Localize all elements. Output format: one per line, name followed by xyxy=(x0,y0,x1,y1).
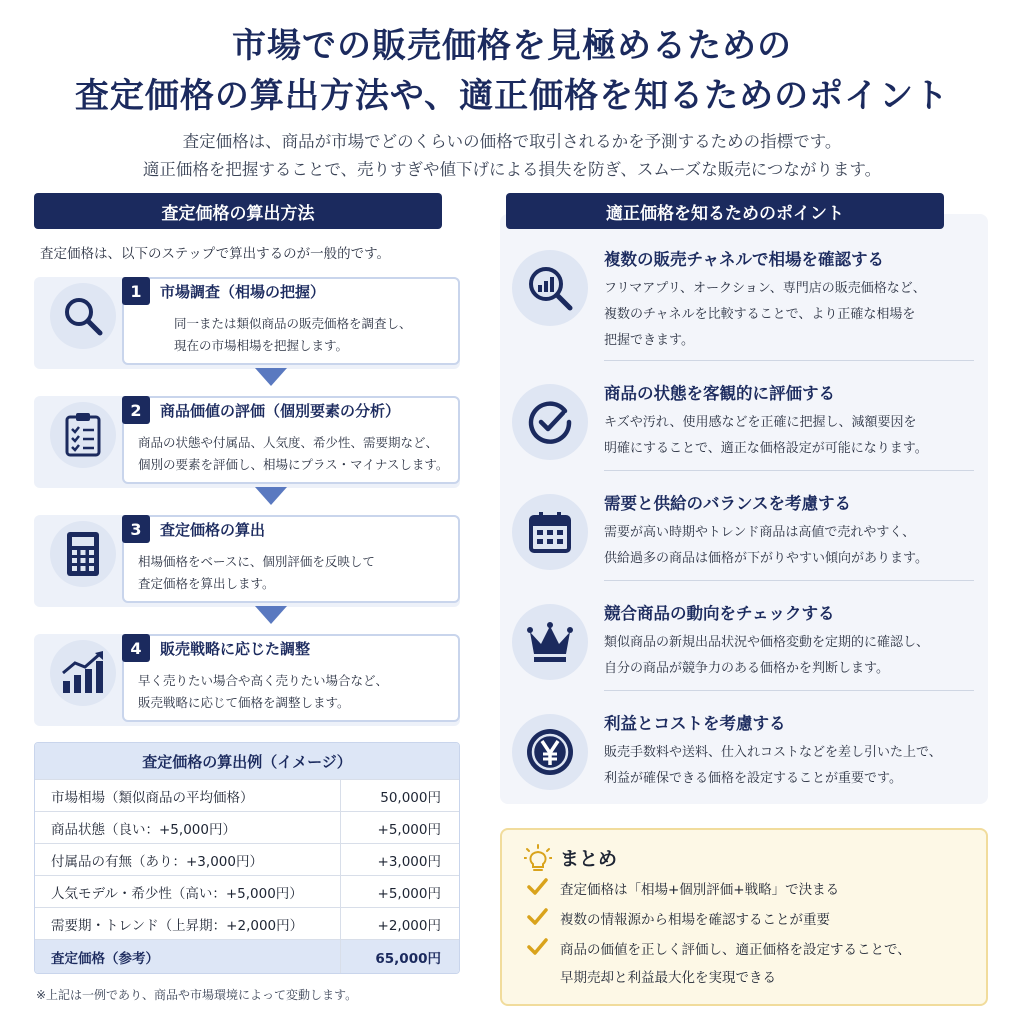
yen-coin-icon xyxy=(512,714,588,790)
point-desc-line: 複数のチャネルを比較することで、より正確な相場を xyxy=(604,307,916,322)
table-cell-label: 人気モデル・希少性（高い：+5,000円） xyxy=(35,876,341,907)
left-intro-text: 査定価格は、以下のステップで算出するのが一般的です。 xyxy=(40,246,391,262)
point-desc-line: 自分の商品が競争力のある価格かを判断します。 xyxy=(604,661,889,676)
growth-chart-icon xyxy=(50,640,116,706)
step-desc-line2: 査定価格を算出します。 xyxy=(138,576,275,591)
point-desc-line: フリマアプリ、オークション、専門店の販売価格など、 xyxy=(604,281,926,296)
table-cell-value: 65,000円 xyxy=(375,950,441,967)
point-desc-line: 販売手数料や送料、仕入れコストなどを差し引いた上で、 xyxy=(604,745,942,760)
right-section-heading: 適正価格を知るためのポイント xyxy=(506,193,944,229)
table-cell-label: 市場相場（類似商品の平均価格） xyxy=(35,780,341,811)
table-cell-value: 50,000円 xyxy=(380,789,441,806)
step-desc-line1: 商品の状態や付属品、人気度、希少性、需要期など、 xyxy=(138,435,439,450)
table-row xyxy=(35,779,459,811)
step-title: 販売戦略に応じた調整 xyxy=(160,640,311,658)
step-3 xyxy=(34,515,460,607)
table-cell-label: 需要期・トレンド（上昇期：+2,000円） xyxy=(35,908,341,939)
divider xyxy=(604,690,974,691)
divider xyxy=(604,470,974,471)
table-row xyxy=(35,907,459,939)
step-1 xyxy=(34,277,460,369)
step-arrow xyxy=(255,487,287,505)
point-5 xyxy=(500,700,988,810)
chart-magnifier-icon xyxy=(512,250,588,326)
summary-box xyxy=(500,828,988,1006)
step-desc-line2: 個別の要素を評価し、相場にプラス・マイナスします。 xyxy=(138,457,449,472)
point-title: 商品の状態を客観的に評価する xyxy=(604,384,835,403)
lightbulb-icon xyxy=(524,844,552,878)
summary-item-text: 早期売却と利益最大化を実現できる xyxy=(560,970,776,986)
table-cell-label: 商品状態（良い：+5,000円） xyxy=(35,812,341,843)
step-2 xyxy=(34,396,460,488)
step-desc-line1: 早く売りたい場合や高く売りたい場合など、 xyxy=(138,673,389,688)
table-cell-value: +5,000円 xyxy=(377,885,441,902)
table-total-row xyxy=(35,939,459,973)
lead-text-line1: 査定価格は、商品が市場でどのくらいの価格で取引されるかを予測するための指標です。 xyxy=(182,132,842,151)
step-desc-line1: 同一または類似商品の販売価格を調査し、 xyxy=(174,316,412,331)
step-desc-line1: 相場価格をベースに、個別評価を反映して xyxy=(138,554,375,569)
point-desc-line: 利益が確保できる価格を設定することが重要です。 xyxy=(604,771,902,786)
calculation-example-table xyxy=(34,742,460,974)
magnifier-icon xyxy=(50,283,116,349)
table-title: 査定価格の算出例（イメージ） xyxy=(35,743,459,779)
step-number: 3 xyxy=(122,515,150,543)
summary-item-text: 商品の価値を正しく評価し、適正価格を設定することで、 xyxy=(560,942,911,958)
step-number: 4 xyxy=(122,634,150,662)
point-title: 需要と供給のバランスを考慮する xyxy=(604,494,852,513)
table-row xyxy=(35,843,459,875)
point-desc-line: 類似商品の新規出品状況や価格変動を定期的に確認し、 xyxy=(604,635,930,650)
table-cell-label: 付属品の有無（あり：+3,000円） xyxy=(35,844,341,875)
point-title: 利益とコストを考慮する xyxy=(604,714,786,733)
step-arrow xyxy=(255,606,287,624)
point-title: 複数の販売チャネルで相場を確認する xyxy=(604,250,885,269)
step-desc-line2: 販売戦略に応じて価格を調整します。 xyxy=(138,695,350,710)
table-row xyxy=(35,811,459,843)
calculator-icon xyxy=(50,521,116,587)
summary-item xyxy=(526,906,960,938)
point-desc-line: 把握できます。 xyxy=(604,333,694,348)
summary-item xyxy=(526,876,960,908)
check-icon xyxy=(526,936,560,992)
step-title: 査定価格の算出 xyxy=(160,521,266,539)
point-desc-line: 需要が高い時期やトレンド商品は高値で売れやすく、 xyxy=(604,525,916,540)
table-cell-value: +3,000円 xyxy=(377,853,441,870)
check-icon xyxy=(526,906,560,938)
step-arrow xyxy=(255,368,287,386)
page-title-line2: 査定価格の算出方法や、適正価格を知るためのポイント xyxy=(74,76,950,116)
crown-icon xyxy=(512,604,588,680)
point-2 xyxy=(500,370,988,480)
calendar-icon xyxy=(512,494,588,570)
summary-item-text: 複数の情報源から相場を確認することが重要 xyxy=(560,912,830,928)
summary-item-text: 査定価格は「相場+個別評価+戦略」で決まる xyxy=(560,882,840,898)
table-cell-value: +2,000円 xyxy=(377,917,441,934)
point-desc-line: 供給過多の商品は価格が下がりやすい傾向があります。 xyxy=(604,551,928,566)
step-number: 2 xyxy=(122,396,150,424)
step-number: 1 xyxy=(122,277,150,305)
left-section-heading: 査定価格の算出方法 xyxy=(34,193,442,229)
table-row xyxy=(35,875,459,907)
summary-title: まとめ xyxy=(560,848,618,870)
divider xyxy=(604,360,974,361)
point-1 xyxy=(500,236,988,346)
point-desc-line: キズや汚れ、使用感などを正確に把握し、減額要因を xyxy=(604,415,917,430)
point-4 xyxy=(500,590,988,700)
clipboard-checklist-icon xyxy=(50,402,116,468)
step-title: 市場調査（相場の把握） xyxy=(160,283,326,301)
step-title: 商品価値の評価（個別要素の分析） xyxy=(160,402,401,420)
check-icon xyxy=(526,876,560,908)
check-circle-icon xyxy=(512,384,588,460)
table-cell-value: +5,000円 xyxy=(377,821,441,838)
page-title-line1: 市場での販売価格を見極めるための xyxy=(232,26,792,66)
table-cell-label: 査定価格（参考） xyxy=(35,940,341,973)
step-4 xyxy=(34,634,460,726)
summary-item xyxy=(526,936,960,992)
divider xyxy=(604,580,974,581)
point-3 xyxy=(500,480,988,590)
table-footnote: ※上記は一例であり、商品や市場環境によって変動します。 xyxy=(36,988,358,1002)
step-desc-line2: 現在の市場相場を把握します。 xyxy=(174,338,349,353)
lead-text-line2: 適正価格を把握することで、売りすぎや値下げによる損失を防ぎ、スムーズな販売につながります。 xyxy=(142,160,882,179)
point-title: 競合商品の動向をチェックする xyxy=(604,604,835,623)
point-desc-line: 明確にすることで、適正な価格設定が可能になります。 xyxy=(604,441,928,456)
